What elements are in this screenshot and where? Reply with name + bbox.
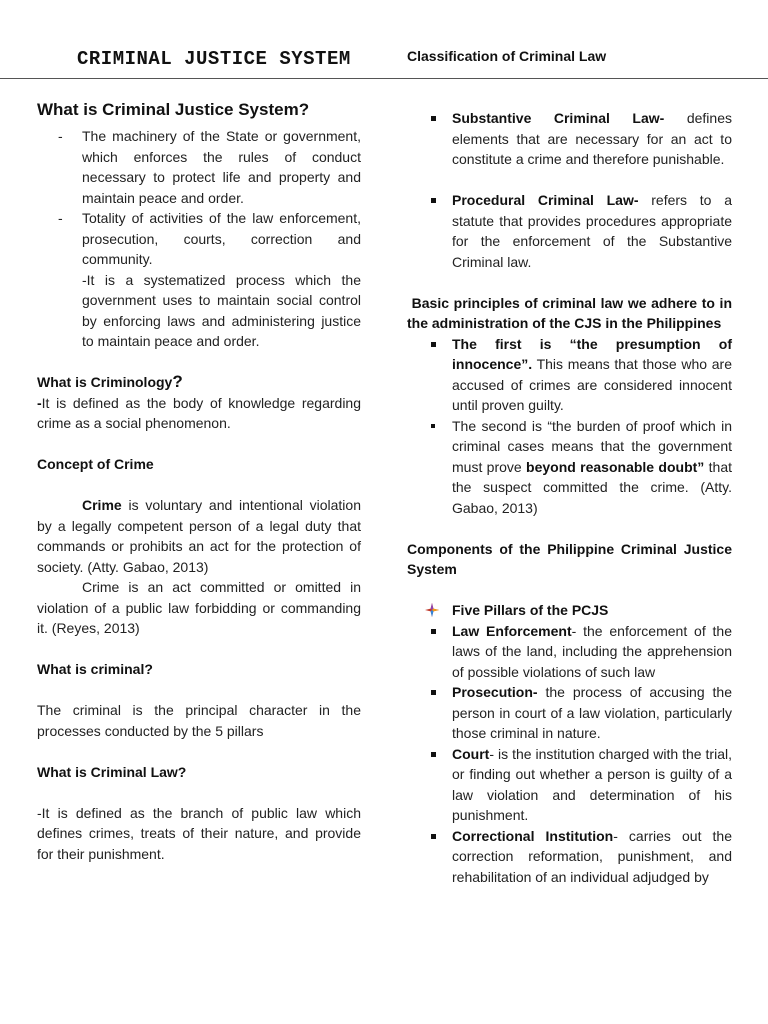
- right-column: [407, 108, 736, 887]
- square-bullet-icon: [431, 752, 436, 757]
- square-bullet-icon: [431, 424, 435, 428]
- principles-list: [407, 334, 732, 519]
- principles-heading: Basic principles of criminal law we adhere to in the administration of the CJS in the Philippines: [407, 294, 736, 331]
- criminal-heading: What is criminal?: [37, 661, 153, 677]
- section-title-classification: Classification of Criminal Law: [407, 48, 607, 64]
- criminology-heading: What is Criminology?: [37, 372, 183, 391]
- dash-bullet-icon: -: [58, 128, 63, 144]
- list-item: - The machinery of the State or government, which enforces the rules of conduct necessary to protect life and property and maintain peace and order.: [58, 128, 361, 206]
- list-item: Prosecution- the process of accusing the person in court of a law violation, particularly those criminal in nature.: [407, 682, 732, 744]
- criminal-text: The criminal is the principal character in the processes conducted by the 5 pillars: [37, 702, 361, 739]
- criminal-law-text: -It is defined as the branch of public law which defines crimes, treats of their nature, and provide for their punishment.: [37, 804, 361, 862]
- square-bullet-icon: [431, 342, 436, 347]
- crime-definition-2: Crime is an act committed or omitted in violation of a public law forbidding or commanding it. (Reyes, 2013): [37, 579, 361, 636]
- criminal-law-heading: What is Criminal Law?: [37, 763, 187, 780]
- crime-definition-1: Crime is voluntary and intentional violation by a legally competent person of a legal duty that commands or prohibits an act for the protection of society. (Atty. Gabao, 2013): [37, 497, 361, 575]
- crime-heading: Concept of Crime: [37, 456, 154, 472]
- pillars-list: [407, 621, 732, 888]
- list-item: The second is “the burden of proof which in criminal cases means that the government must prove beyond reasonable doubt” that the suspect committed the crime. (Atty. Gabao, 2013): [407, 416, 732, 519]
- classification-list: [407, 108, 732, 170]
- document-title: CRIMINAL JUSTICE SYSTEM: [77, 48, 351, 70]
- left-column: [37, 98, 361, 864]
- list-item: - Totality of activities of the law enforcement, prosecution, courts, correction and community. -It is a systematized process which the government uses to maintain social control by enforcing laws and administering justice to maintain peace and order.: [37, 208, 361, 352]
- header-divider: [0, 78, 768, 79]
- cjs-list: [37, 126, 361, 352]
- square-bullet-icon: [431, 198, 436, 203]
- components-heading: Components of the Philippine Criminal Justice System: [407, 540, 732, 577]
- cjs-heading: What is Criminal Justice System?: [37, 100, 310, 119]
- list-item: Law Enforcement- the enforcement of the laws of the land, including the apprehension of possible violations of such law: [407, 621, 732, 683]
- pillars-heading: Five Pillars of the PCJS: [407, 600, 732, 621]
- criminology-text: -It is defined as the body of knowledge regarding crime as a social phenomenon.: [37, 394, 361, 431]
- list-item: Substantive Criminal Law- defines elements that are necessary for an act to constitute a crime and therefore punishable.: [407, 108, 732, 170]
- square-bullet-icon: [431, 834, 436, 839]
- cjs-extra: -It is a systematized process which the government uses to maintain social control by enforcing laws and administering justice to maintain peace and order.: [82, 271, 361, 349]
- list-item: The first is “the presumption of innocence”. This means that those who are accused of crimes are considered innocent until proven guilty.: [407, 334, 732, 416]
- four-point-star-icon: [425, 603, 439, 617]
- square-bullet-icon: [431, 116, 436, 121]
- square-bullet-icon: [431, 629, 436, 634]
- dash-bullet-icon: -: [58, 210, 63, 226]
- list-item: Procedural Criminal Law- refers to a statute that provides procedures appropriate for the enforcement of the Substantive Criminal law.: [407, 190, 732, 272]
- list-item: Court- is the institution charged with the trial, or finding out whether a person is guilty of a law violation and determination of his punishment.: [407, 744, 732, 826]
- square-bullet-icon: [431, 690, 436, 695]
- list-item: Correctional Institution- carries out the correction reformation, punishment, and rehabilitation of an individual adjudged by: [407, 826, 732, 888]
